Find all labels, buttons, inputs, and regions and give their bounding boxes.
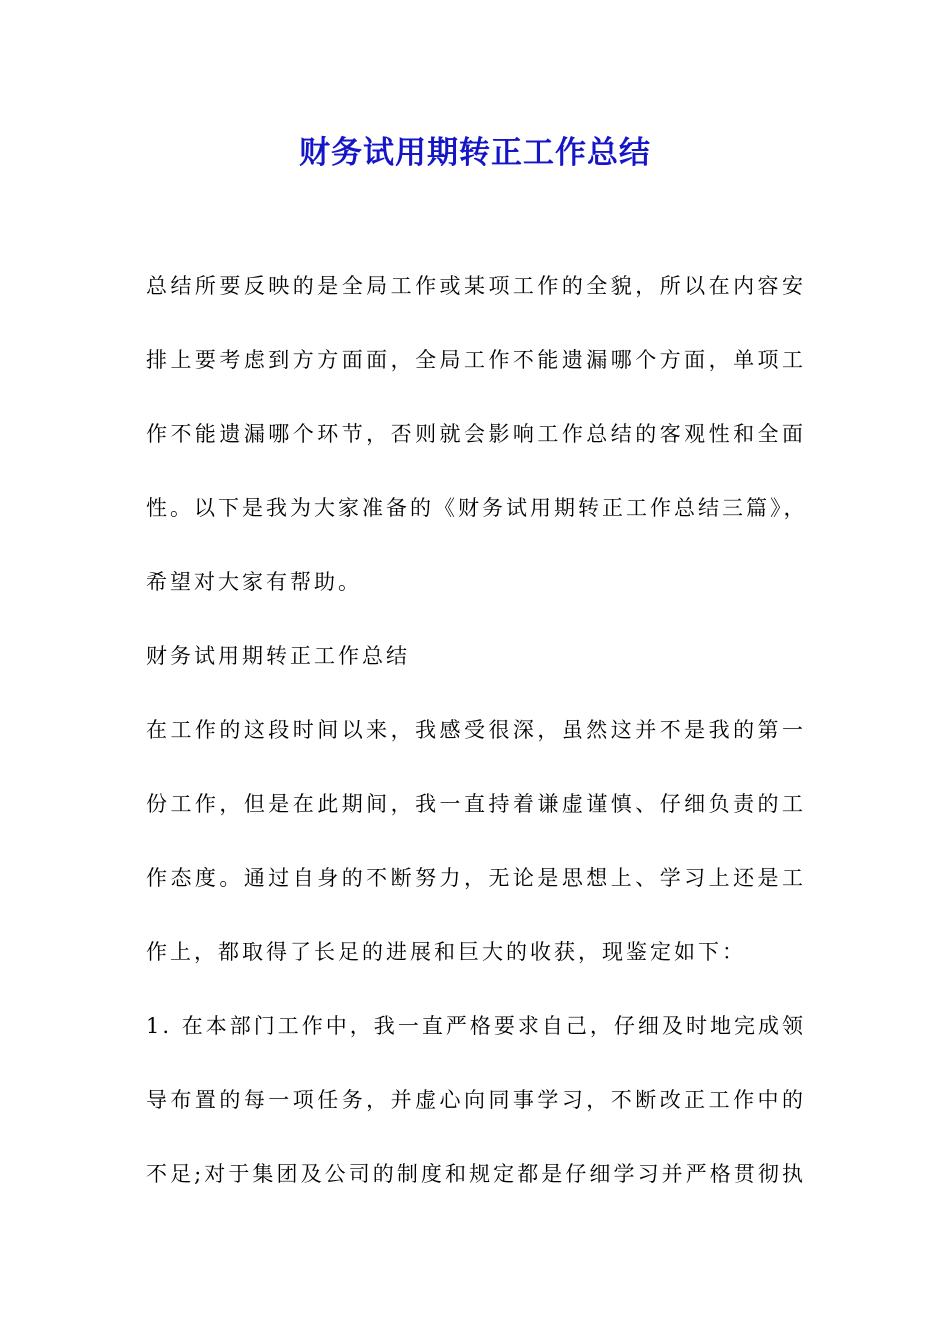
body-line-4: 作上，都取得了长足的进展和巨大的收获，现鉴定如下： — [146, 940, 746, 964]
body-line-7: 不足;对于集团及公司的制度和规定都是仔细学习并严格贯彻执 — [146, 1162, 806, 1186]
document-title: 财务试用期转正工作总结 — [299, 135, 651, 171]
intro-line-1: 总结所要反映的是全局工作或某项工作的全貌，所以在内容安 — [146, 274, 806, 298]
body-line-6: 导布置的每一项任务，并虚心向同事学习，不断改正工作中的 — [146, 1088, 806, 1112]
body-line-3: 作态度。通过自身的不断努力，无论是思想上、学习上还是工 — [146, 866, 806, 890]
section-subtitle: 财务试用期转正工作总结 — [146, 644, 410, 668]
intro-line-2: 排上要考虑到方方面面，全局工作不能遗漏哪个方面，单项工 — [146, 348, 806, 372]
intro-line-3: 作不能遗漏哪个环节，否则就会影响工作总结的客观性和全面 — [146, 422, 806, 446]
intro-line-5: 希望对大家有帮助。 — [146, 570, 362, 594]
body-line-2: 份工作，但是在此期间，我一直持着谦虚谨慎、仔细负责的工 — [146, 792, 806, 816]
intro-line-4: 性。以下是我为大家准备的《财务试用期转正工作总结三篇》， — [146, 496, 808, 520]
body-line-1: 在工作的这段时间以来，我感受很深，虽然这并不是我的第一 — [146, 718, 806, 742]
body-line-5: 1. 在本部门工作中，我一直严格要求自己，仔细及时地完成领 — [146, 1014, 806, 1038]
